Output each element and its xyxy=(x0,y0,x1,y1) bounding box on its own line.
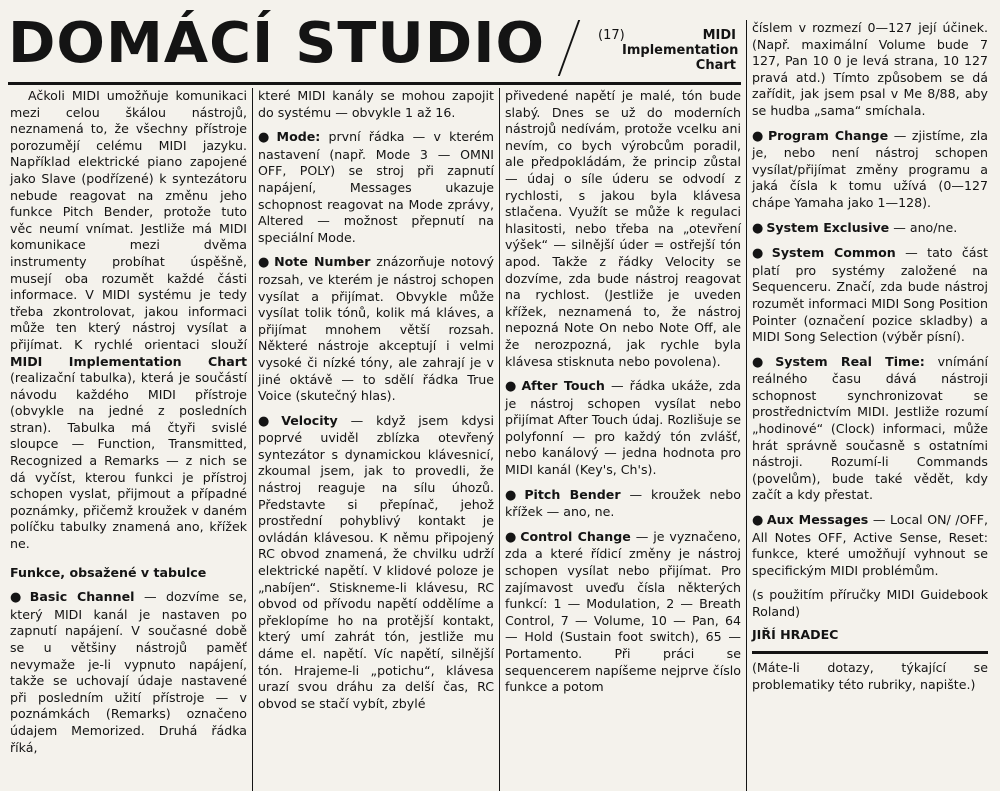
reader-note: (Máte-li dotazy, týkající se problematiky této rubriky, napište.) xyxy=(752,660,988,692)
article-title: MIDI Implementation Chart xyxy=(622,28,739,73)
bullet-icon: ● xyxy=(258,413,279,429)
column-divider xyxy=(252,88,253,791)
text-column-3 xyxy=(505,88,741,702)
bullet-icon: ● xyxy=(258,130,274,146)
issue-number: (17) xyxy=(598,28,625,43)
pitch-bender-paragraph: ● Pitch Bender — kroužek nebo křížek — ano, ne. xyxy=(505,486,741,520)
column-divider xyxy=(746,20,747,791)
section-heading: Funkce, obsažené v tabulce xyxy=(10,564,207,580)
author-rule xyxy=(752,651,988,654)
velocity-paragraph: ● Velocity — když jsem kdysi poprvé uviděl zblízka otevřený syntezátor s dynamickou klávesnicí, zkoumal jsem, jak to provedli, že nástroj reaguje na sílu úhozů. Představte si přepínač, jehož prostřední pohyblivý kontakt je ovládán klávesou. K němu připojený RC obvod znamená, že chvilku udrží elektrické napětí. V klidové poloze je „nabíjen“. Stiskneme-li klávesu, RC obvod od přívodu napětí oddělíme a překlopíme ho na protější kontakt, který umí zahrát tón, jestliže mu dáme el. napětí. Víc napětí, silnější tón. Hrajeme-li „potichu“, klávesa urazí svou dráhu za delší čas, RC obvod se stačí vybít, zbylé xyxy=(258,412,494,711)
intro-paragraph: Ačkoli MIDI umožňuje komunikaci mezi celou škálou nástrojů, neznamená to, že všechny přístroje porozumějí celému MIDI jazyku. Například elektrické piano zapojené jako Slave (podřízené) k syntezátoru nebude reagovat na změnu jeho funkce Pitch Bender, protože tuto věc neumí vnímat. Jestliže má MIDI komunikace mezi dvěma instrumenty probíhat úspěšně, musejí oba rozumět každé části informace. V MIDI systému je tedy třeba zkontrolovat, jakou informaci může ten který nástroj vysílat a přijímat. K rychlé orientaci slouží MIDI Implementation Chart (realizační tabulka), která je součástí návodu každého MIDI přístroje (obvykle na jedné z posledních stran). Tabulka má čtyři svislé sloupce — Function, Transmitted, Recognized a Remarks — z nich se dá vyčíst, kterou funkci je přístroj schopen vyslat, přijmout a případné poznámky, přičemž kroužek v daném políčku tabulky znamená ano, křížek ne. xyxy=(10,88,247,552)
basic-channel-paragraph: ● Basic Channel — dozvíme se, který MIDI kanál je nastaven po zapnutí napájení. V současné době se u většiny nástrojů paměť nevymaže je-li vypnuto napájení, takže se uchovají údaje nastavené při posledním užití přístroje — v poznámkách (Remarks) označeno údajem Memorized. Druhá řádka říká, xyxy=(10,589,247,755)
text-column-2 xyxy=(258,88,494,718)
bullet-icon: ● xyxy=(752,128,765,144)
control-change-continuation: číslem v rozmezí 0—127 její účinek. (Např. maximální Volume bude 7 127, Pan 10 0 je levá strana, 10 127 pravá atd.) Tímto způsobem se dá zařídit, jak jsem psal v Me 8/88, aby se hudba „sama“ smíchala. xyxy=(752,20,988,118)
text-column-1 xyxy=(10,88,247,762)
mode-paragraph: ● Mode: první řádka — v kterém nastavení (např. Mode 3 — OMNI OFF, POLY) se stroj při zapnutí napájení, Messages ukazuje schopnost reagovat na Mode zprávy, Altered — možnost přepnutí na speciální Mode. xyxy=(258,129,494,245)
system-exclusive-paragraph: ● System Exclusive — ano/ne. xyxy=(752,219,958,236)
bullet-icon: ● xyxy=(505,487,522,503)
system-real-time-paragraph: ● System Real Time: vnímání reálného času dává nástroji schopnost synchronizovat se prostřednictvím MIDI. Jestliže rozumí „hodinové“ (Clock) informaci, může hrát správně současně s ostatními nástroji. Rozumí-li Commands (povelům), bude také vědět, kdy začít a kdy přestat. xyxy=(752,353,988,503)
system-common-paragraph: ● System Common — tato část platí pro systémy založené na Sequenceru. Značí, zda bude nástroj rozumět informaci MIDI Song Position Pointer (označení pozice skladby) a MIDI Song Selection (výběr písní). xyxy=(752,245,988,345)
column-divider xyxy=(499,88,500,791)
midi-implementation-chart-term: MIDI Implementation Chart xyxy=(10,353,247,369)
velocity-continuation: přivedené napětí je malé, tón bude slabý. Dnes se už do moderních nástrojů nedívám, protože vcelku ani nevím, co bych výrobcům poradil, ale předpokládám, že princip zůstal — údaj o síle úderu se odvodí z rychlosti, s jakou byla klávesa stlačena. Využít se může k regulaci hlasitosti, nebo třeba na „otevření výšek“ — silnější úder = ostřejší tón apod. Takže z řádky Velocity se dozvíme, zda bude nástroj reagovat na rychlost. (Jestliže je uveden křížek, neznamená to, že nástroj nepozná Note On nebo Note Off, ale že nerozpozná, jak rychle byla klávesa stisknuta nebo povolena). xyxy=(505,88,741,369)
note-number-paragraph: ● Note Number znázorňuje notový rozsah, ve kterém je nástroj schopen vysílat a přijímat. Obvykle může vysílat tolik tónů, kolik má kláves, a přijímat mnohem větší rozsah. Některé nástroje akceptují i velmi vysoké či nízké tóny, ale zahrají je v jiné oktávě — to sdělí řádka True Voice (skutečný hlas). xyxy=(258,254,494,404)
bullet-icon: ● xyxy=(258,255,272,271)
title-rule xyxy=(8,82,741,85)
bullet-icon: ● xyxy=(752,513,764,529)
bullet-icon: ● xyxy=(10,590,27,606)
title-slash xyxy=(558,20,580,76)
text-column-4 xyxy=(752,20,988,699)
program-change-paragraph: ● Program Change — zjistíme, zla je, nebo není nástroj schopen vysílat/přijímat změny programu a jaká čísla k tomu užívá (0—127 chápe Yamaha jako 1—128). xyxy=(752,127,988,210)
bullet-icon: ● xyxy=(505,529,518,545)
bullet-icon: ● xyxy=(752,220,764,236)
after-touch-paragraph: ● After Touch — řádka ukáže, zda je nástroj schopen vysílat nebo přijímat After Touch údaj. Rozlišuje se polyfonní — pro každý tón zvlášť, nebo kanálový — jedna hodnota pro MIDI kanál (Key's, Ch's). xyxy=(505,378,741,478)
bullet-icon: ● xyxy=(505,379,519,395)
author-name: JIŘÍ HRADEC xyxy=(752,626,839,642)
bullet-icon: ● xyxy=(752,246,769,262)
bullet-icon: ● xyxy=(752,354,773,370)
channel-continuation: které MIDI kanály se mohou zapojit do systému — obvykle 1 až 16. xyxy=(258,88,494,120)
source-note: (s použitím příručky MIDI Guidebook Roland) xyxy=(752,587,988,619)
column-title: DOMÁCÍ STUDIO xyxy=(8,11,546,76)
control-change-paragraph: ● Control Change — je vyznačeno, zda a které řídicí změny je nástroj schopen vysílat nebo přijímat. Pro zajímavost uveďu čísla některých funkcí: 1 — Modulation, 2 — Breath Control, 7 — Volume, 10 — Pan, 64 — Hold (Sustain foot switch), 65 — Portamento. Při práci se sequencerem napíšeme nejprve číslo funkce a potom xyxy=(505,528,741,695)
aux-messages-paragraph: ● Aux Messages — Local ON/ /OFF, All Notes OFF, Active Sense, Reset: funkce, které umožňují vyhnout se specifickým MIDI problémům. xyxy=(752,512,989,578)
